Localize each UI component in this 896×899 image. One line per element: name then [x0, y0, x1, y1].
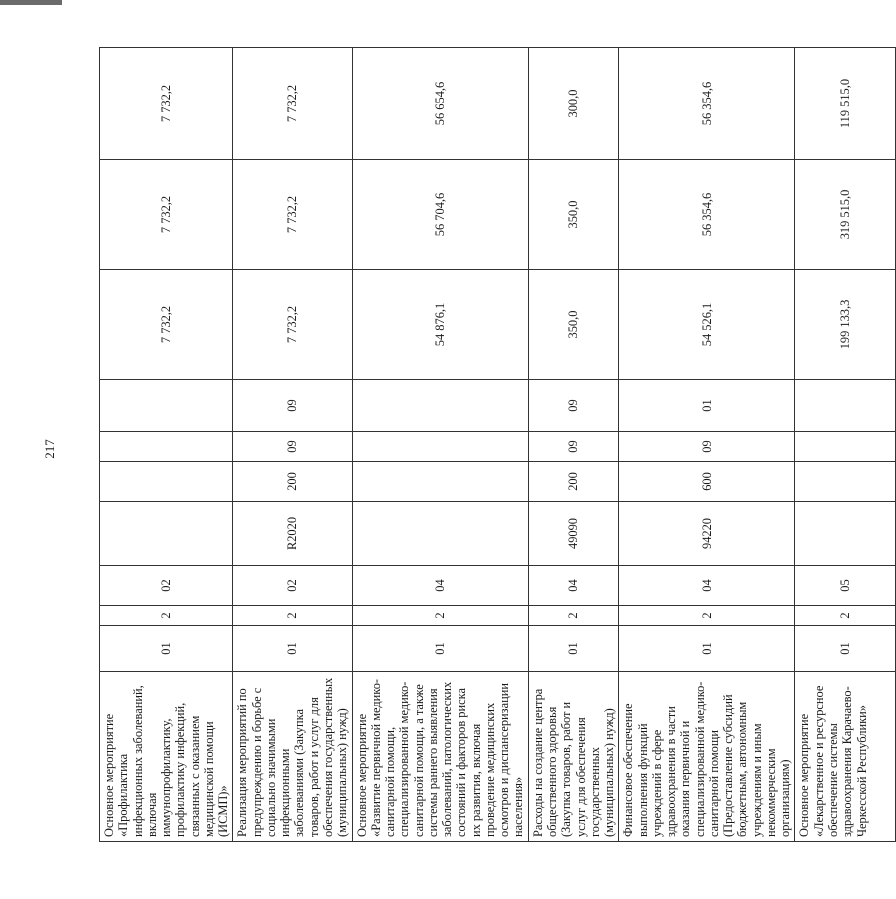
cell-section: 09	[528, 432, 619, 462]
cell-value-3: 7 732,2	[233, 48, 352, 160]
cell-program: 01	[233, 626, 352, 672]
cell-value-2: 350,0	[528, 160, 619, 270]
cell-section	[795, 432, 896, 462]
cell-expense-type: 600	[619, 462, 795, 502]
table-row	[528, 48, 619, 842]
row-name: Основное мероприятие «Профилактика инфекционных заболеваний, включая иммунопрофилактику, профилактику инфекций, связанных с оказанием медицинской помощи (ИСМП)»	[100, 672, 233, 842]
table-row	[100, 48, 233, 842]
cell-direction	[100, 502, 233, 566]
cell-direction: R2020	[233, 502, 352, 566]
cell-direction	[795, 502, 896, 566]
cell-program: 01	[619, 626, 795, 672]
cell-event: 04	[352, 566, 528, 606]
cell-value-2: 56 704,6	[352, 160, 528, 270]
cell-program: 01	[528, 626, 619, 672]
cell-value-1: 350,0	[528, 270, 619, 380]
cell-value-3: 56 354,6	[619, 48, 795, 160]
cell-direction: 94220	[619, 502, 795, 566]
page-number: 217	[42, 439, 57, 459]
cell-subprogram: 2	[100, 606, 233, 626]
cell-section: 09	[233, 432, 352, 462]
row-name: Реализация мероприятий по предупреждению и борьбе с социально значимыми инфекционными заболеваниями (Закупка товаров, работ и услуг для обеспечения государственных (муниципальных) нужд)	[233, 672, 352, 842]
cell-subsection	[100, 380, 233, 432]
cell-value-2: 56 354,6	[619, 160, 795, 270]
cell-section: 09	[619, 432, 795, 462]
cell-subprogram: 2	[233, 606, 352, 626]
cell-value-3: 56 654,6	[352, 48, 528, 160]
cell-subsection: 09	[233, 380, 352, 432]
row-name: Расходы на создание центра общественного здоровья (Закупка товаров, работ и услуг для обеспечения государственных (муниципальных) нужд)	[528, 672, 619, 842]
cell-subsection: 09	[528, 380, 619, 432]
cell-value-1: 199 133,3	[795, 270, 896, 380]
cell-expense-type	[352, 462, 528, 502]
table-row	[352, 48, 528, 842]
cell-event: 02	[100, 566, 233, 606]
cell-subsection	[352, 380, 528, 432]
cell-value-3: 300,0	[528, 48, 619, 160]
cell-expense-type	[100, 462, 233, 502]
cell-subprogram: 2	[619, 606, 795, 626]
cell-section	[100, 432, 233, 462]
cell-subprogram: 2	[528, 606, 619, 626]
cell-value-1: 7 732,2	[233, 270, 352, 380]
budget-table	[99, 47, 896, 842]
cell-value-1: 54 876,1	[352, 270, 528, 380]
row-name: Финансовое обеспечение выполнения функций учреждений в сфере здравоохранения в части оказания первичной и специализированной медико-санитарной помощи (Предоставление субсидий бюджетным, автономным учреждениям и иным некоммерческим организациям)	[619, 672, 795, 842]
cell-program: 01	[100, 626, 233, 672]
cell-direction: 49090	[528, 502, 619, 566]
cell-program: 01	[795, 626, 896, 672]
cell-event: 05	[795, 566, 896, 606]
scan-mark	[0, 0, 62, 5]
cell-event: 02	[233, 566, 352, 606]
cell-direction	[352, 502, 528, 566]
cell-expense-type: 200	[233, 462, 352, 502]
cell-value-2: 7 732,2	[100, 160, 233, 270]
cell-value-3: 7 732,2	[100, 48, 233, 160]
rotated-table-container	[99, 48, 869, 842]
cell-subprogram: 2	[795, 606, 896, 626]
cell-subsection	[795, 380, 896, 432]
table-row	[795, 48, 896, 842]
cell-value-2: 7 732,2	[233, 160, 352, 270]
cell-value-3: 119 515,0	[795, 48, 896, 160]
cell-subsection: 01	[619, 380, 795, 432]
cell-value-1: 54 526,1	[619, 270, 795, 380]
table-row	[619, 48, 795, 842]
cell-value-2: 319 515,0	[795, 160, 896, 270]
cell-value-1: 7 732,2	[100, 270, 233, 380]
cell-section	[352, 432, 528, 462]
row-name: Основное мероприятие «Развитие первичной медико-санитарной помощи, специализированной медико-санитарной помощи, а также системы раннего выявления заболеваний, патологических состояний и факторов риска их развития, включая проведение медицинских осмотров и диспансеризации населения»	[352, 672, 528, 842]
cell-expense-type: 200	[528, 462, 619, 502]
cell-program: 01	[352, 626, 528, 672]
cell-expense-type	[795, 462, 896, 502]
cell-event: 04	[619, 566, 795, 606]
table-row	[233, 48, 352, 842]
cell-event: 04	[528, 566, 619, 606]
row-name: Основное мероприятие «Лекарственное и ресурсное обеспечение системы здравоохранения Карачаево-Черкесской Республики»	[795, 672, 896, 842]
cell-subprogram: 2	[352, 606, 528, 626]
